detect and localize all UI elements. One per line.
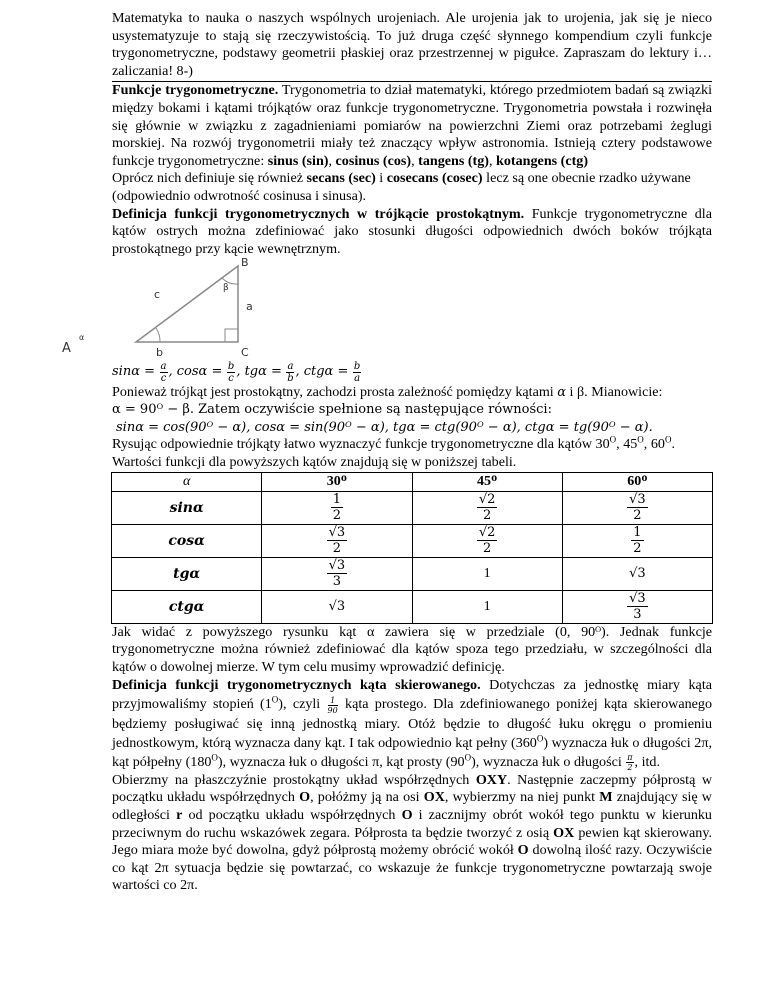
right-triangle-definition-paragraph	[112, 206, 712, 259]
den: 2	[483, 540, 492, 556]
directed-text: ) wyznacza łuk o długości 2π, kąt półpełny (180	[112, 734, 712, 770]
degree-mark: O	[637, 434, 644, 445]
cell-ctg-60	[562, 590, 712, 623]
den: 2	[633, 540, 642, 556]
section-title-right-triangle: Definicja funkcji trygonometrycznych w trójkącie prostokątnym.	[112, 205, 525, 222]
table-intro: Wartości funkcji dla powyższych kątów znajdują się w poniższej tabeli.	[112, 453, 517, 470]
func-sec: secans (sec)	[306, 170, 376, 187]
num: 1	[328, 696, 338, 706]
num: √3	[328, 557, 346, 573]
alpha-symbol: α	[557, 384, 567, 400]
den: 2	[332, 540, 342, 556]
coord-text: znajdujący się w odległości	[112, 789, 712, 824]
special-text: Rysując odpowiednie trójkąty łatwo wyznaczyć funkcje trygonometryczne dla kątów 30	[112, 436, 610, 453]
coord-text: pewien kąt skierowany. Jego miara może być dowolna, gdyż półprostą możemy obrócić wokół	[112, 824, 712, 859]
directed-text: kąta prostego. Dla zdefiniowanego poniżej kąta skierowanego będziemy posługiwać się inną jednostką miary. Otóż będzie to długość łuku okręgu o promieniu jednostkowym, którą wyznacza dany kąt. I tak odpowiednio kąt pełny (360	[112, 696, 712, 751]
den: 2	[332, 507, 342, 523]
coordinate-system-paragraph	[112, 772, 712, 895]
table-corner: α	[112, 472, 262, 491]
side-label-a: a	[246, 300, 253, 314]
directed-angle-paragraph	[112, 676, 712, 772]
fraction-a-b	[286, 361, 294, 384]
special-text: .	[671, 436, 675, 453]
section-title-trig-functions: Funkcje trygonometryczne.	[112, 82, 279, 99]
num: √2	[478, 524, 496, 540]
special-angles-paragraph	[112, 436, 712, 454]
num: π	[627, 752, 633, 762]
table-row-sin	[112, 491, 713, 524]
den: 2	[483, 507, 492, 523]
cell-ctg-45: 1	[412, 590, 562, 623]
table-row-ctg	[112, 590, 713, 623]
vertex-label-b: B	[241, 256, 249, 270]
degree-mark: O	[536, 732, 544, 743]
comma: ,	[328, 152, 336, 169]
table-row-tg	[112, 557, 713, 590]
coord-o: O	[401, 807, 413, 824]
degree-mark: O	[271, 694, 279, 705]
fraction-pi-2	[626, 753, 633, 772]
num: 1	[633, 524, 642, 540]
den: 3	[332, 573, 342, 589]
den: 2	[633, 507, 642, 523]
coord-m: M	[599, 789, 613, 806]
special-text: , 60	[643, 436, 665, 453]
trig-values-table	[111, 472, 713, 624]
right-triangle-figure	[62, 256, 712, 360]
directed-text: , itd.	[634, 753, 660, 770]
complementary-identities: sinα = cos(90ᴼ − α), cosα = sin(90ᴼ − α), tgα = ctg(90ᴼ − α), ctgα = tg(90ᴼ − α).	[116, 419, 653, 435]
vertex-label-c: C	[241, 346, 249, 360]
den: 2	[627, 762, 633, 772]
comma: ,	[411, 152, 419, 169]
angle-relation-paragraph	[112, 384, 712, 402]
cell-tg-30	[262, 557, 412, 590]
sec-text-e: lecz są one obecnie rzadko używane (odpowiednio odwrotność cosinusa i sinusa).	[112, 170, 691, 204]
triangle-shape	[136, 266, 238, 342]
side-label-c: c	[154, 288, 161, 302]
directed-text: ), wyznacza łuk o długości π, kąt prosty (90	[217, 753, 465, 770]
cell-cos-30	[262, 524, 412, 557]
directed-text: Dotychczas za jednostkę miary kąta przyjmowaliśmy stopień (1	[112, 677, 712, 713]
num: b	[353, 360, 361, 372]
cell-ctg-30: √3	[262, 590, 412, 623]
num: a	[160, 360, 167, 372]
alpha-beta-equation: α = 90ᴼ − β. Zatem oczywiście spełnione są następujące równości:	[112, 402, 552, 418]
cell-sin-60	[562, 491, 712, 524]
intro-paragraph: Matematyka to nauka o naszych wspólnych urojeniach. Ale urojenia jak to urojenia, jak się je nieco usystematyzuje to stają się rzeczywistością. To już druga część słynnego kompendium czyli funkcje trygonometryczne, podstawy geometrii płaskiej oraz przestrzennej w pigułce. Zapraszam do lektury i… zaliczania! 8-)	[112, 10, 712, 79]
table-header-row	[112, 472, 713, 491]
coord-text: dowolną ilość razy. Oczywiście co kąt 2π sytuacja będzie się powtarzać, co wskazuje że funkcje trygonometryczne powtarzają swoje wartości co 2π.	[112, 842, 712, 894]
trig-intro-text: Trygonometria to dział matematyki, którego przedmiotem badań są związki między bokami i kątami trójkątów oraz funkcje trygonometryczne. Trygonometria powstała i rozwinęła się głównie w związku z zagadnieniami pomiarów na powierzchni Ziemi oraz potrzebami żeglugi morskiej. Na rozwój trygonometrii miały też znaczący wpływ astronomia. Istnieją cztery podstawowe funkcje trygonometryczne:	[112, 82, 713, 169]
row-label-sin: sinα	[112, 491, 262, 524]
cell-cos-45	[412, 524, 562, 557]
coord-o: O	[517, 842, 529, 859]
vertex-label-a: A	[62, 341, 71, 357]
num: b	[227, 360, 235, 372]
cell-tg-45: 1	[412, 557, 562, 590]
header-30: 30ᴼ	[262, 472, 412, 491]
header-45: 45ᴼ	[412, 472, 562, 491]
row-label-ctg: ctgα	[112, 590, 262, 623]
func-sin: sinus (sin)	[267, 152, 329, 169]
definition-formulas	[112, 360, 712, 383]
fraction-b-c	[227, 361, 235, 384]
num: a	[287, 360, 294, 372]
coord-text: . Następnie zaczepmy półprostą w początku układu współrzędnych	[112, 771, 712, 806]
relation-text-end: i β. Mianowicie:	[566, 383, 663, 400]
degree-mark: O	[464, 751, 472, 762]
coord-ox: OX	[553, 824, 575, 841]
coord-o: O	[299, 789, 311, 806]
formula-cos: , cosα =	[168, 364, 223, 380]
directed-text: ), czyli	[278, 696, 327, 713]
degree-mark: O	[211, 751, 218, 762]
den: a	[354, 372, 361, 384]
num: 1	[332, 491, 342, 507]
table-row-cos	[112, 524, 713, 557]
formula-tg: , tgα =	[236, 364, 282, 380]
coord-ox: OX	[423, 789, 445, 806]
formula-ctg: , ctgα =	[295, 364, 349, 380]
cell-sin-30	[262, 491, 412, 524]
den: 3	[633, 606, 642, 622]
row-label-cos: cosα	[112, 524, 262, 557]
num: √3	[328, 524, 346, 540]
coord-text: i zacznijmy obrót wokół tego punktu w kierunku przeciwnym do ruchu wskazówek zegara. Półprosta ta będzie tworzyć z osią	[112, 807, 712, 841]
coord-text: Obierzmy na płaszczyźnie prostokątny układ współrzędnych	[112, 771, 476, 788]
num: √3	[629, 491, 646, 507]
den: c	[160, 372, 167, 384]
right-triangle-text: Funkcje trygonometryczne dla kątów ostrych można zdefiniować jako stosunki długości odpowiednich dwóch boków trójkąta prostokątnego przy kącie wewnętrznym.	[112, 205, 712, 257]
fraction-a-c	[160, 361, 168, 384]
cell-sin-45	[412, 491, 562, 524]
degree-mark: O	[609, 434, 617, 445]
side-label-b: b	[156, 346, 163, 360]
coord-text: , wybierzmy na niej punkt	[444, 789, 600, 806]
func-ctg: kotangens (ctg)	[496, 152, 589, 169]
coord-r: r	[176, 807, 183, 824]
num: √2	[478, 491, 496, 507]
den: b	[287, 372, 294, 384]
header-60: 60ᴼ	[562, 472, 712, 491]
document-page	[62, 0, 713, 895]
formula-sin: sinα =	[112, 364, 156, 380]
fraction-b-a	[353, 361, 361, 384]
special-text: , 45	[616, 436, 638, 453]
degree-mark: O	[664, 434, 672, 445]
cell-cos-60	[562, 524, 712, 557]
comma: ,	[489, 152, 497, 169]
directed-text: ), wyznacza łuk o długości	[471, 753, 626, 770]
relation-text: Ponieważ trójkąt jest prostokątny, zachodzi prosta zależność pomiędzy kątami	[112, 383, 558, 400]
coord-text: , połóżmy ją na osi	[310, 789, 424, 806]
alpha-arc	[156, 328, 160, 342]
den: c	[228, 372, 234, 384]
func-cosec: cosecans (cosec)	[386, 170, 483, 187]
num: √3	[629, 590, 646, 606]
coord-oxy: OXY	[475, 771, 508, 788]
func-tg: tangens (tg)	[418, 152, 489, 169]
section-title-directed-angle: Definicja funkcji trygonometrycznych kąta skierowanego.	[112, 677, 481, 694]
right-angle-marker	[225, 329, 238, 342]
cell-tg-60: √3	[562, 557, 712, 590]
coord-text: od początku układu współrzędnych	[182, 807, 402, 824]
fraction-1-90	[328, 696, 338, 715]
sec-text-c: i	[375, 170, 387, 187]
sec-cosec-paragraph	[112, 170, 712, 205]
angle-label-alpha: α	[79, 333, 85, 343]
angle-label-beta: β	[223, 283, 229, 294]
trig-functions-paragraph	[112, 82, 712, 170]
func-cos: cosinus (cos)	[335, 152, 412, 169]
interval-paragraph: Jak widać z powyższego rysunku kąt α zawiera się w przedziale (0, 90ᴼ). Jednak funkcje trygonometryczne można również zdefiniować dla kątów spoza tego przedziału, w szczególności dla kątów o dowolnej mierze. W tym celu musimy wprowadzić definicję.	[112, 623, 712, 675]
row-label-tg: tgα	[112, 557, 262, 590]
den: 90	[327, 705, 338, 715]
sec-text-a: Oprócz nich definiuje się również	[112, 170, 307, 187]
